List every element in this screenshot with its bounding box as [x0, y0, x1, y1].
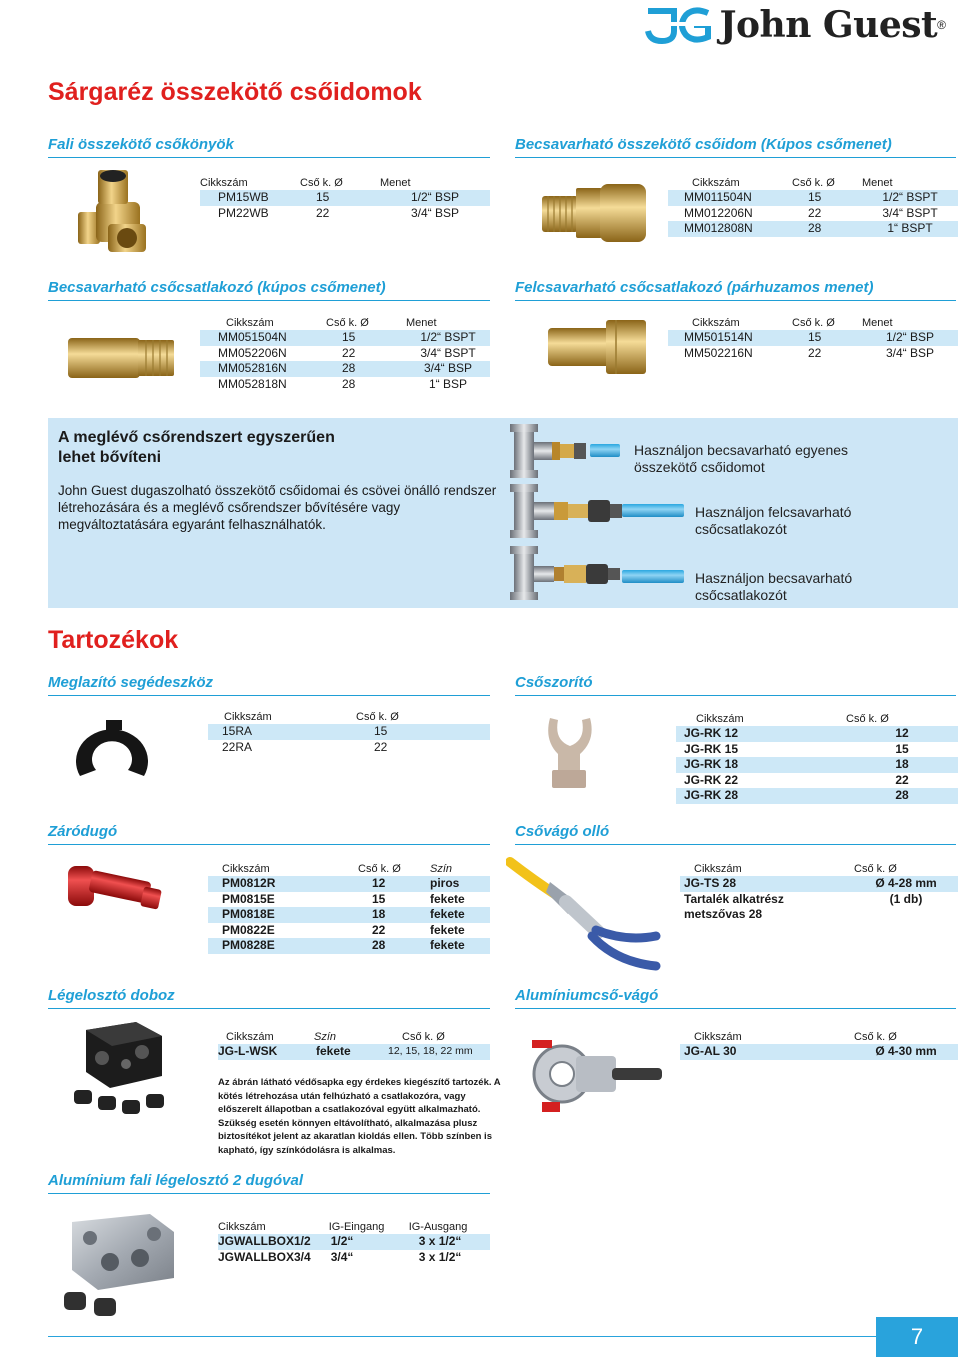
th-cikkszam: Cikkszám	[218, 1221, 266, 1233]
subhead-fali: Fali összekötő csőkönyök	[48, 136, 490, 158]
th-cso: Cső k. Ø	[326, 317, 369, 329]
table-alufali	[218, 1220, 490, 1265]
option-line: Használjon becsavarható egyenes	[634, 442, 849, 458]
option-line: Használjon becsavarható	[695, 570, 853, 586]
th-cso: Cső k. Ø	[854, 863, 897, 875]
pipe-graphic	[622, 504, 684, 517]
th-cso: Cső k. Ø	[792, 317, 835, 329]
footer-line	[48, 1336, 878, 1337]
straight-adapter-image	[540, 178, 650, 246]
subhead-aluvago: Alumíniumcső-vágó	[515, 987, 956, 1009]
pipe-graphic	[590, 444, 620, 457]
th-szin: Szín	[430, 863, 453, 875]
option-line: összekötő csőidomot	[634, 459, 765, 475]
table-row: metszővas 28	[684, 907, 763, 921]
th-cso: Cső k. Ø	[300, 177, 343, 189]
table-row: JG-RK 18 18	[676, 757, 958, 773]
subhead-becs-kup: Becsavarható összekötő csőidom (Kúpos csőmenet)	[515, 136, 956, 158]
th-menet: Menet	[380, 177, 411, 189]
th-cso: Cső k. Ø	[792, 177, 835, 189]
page-number: 7	[876, 1317, 958, 1357]
th-menet: Menet	[862, 317, 893, 329]
aluminium-pipe-cutter-image	[516, 1030, 676, 1126]
table-becs-csat	[200, 316, 490, 392]
aluminium-wall-manifold-image	[58, 1208, 186, 1320]
th-menet: Menet	[406, 317, 437, 329]
th-cikkszam: Cikkszám	[692, 177, 740, 189]
th-szin: Szín	[314, 1031, 337, 1043]
option-line: csőcsatlakozót	[695, 521, 787, 537]
section-title-tartozekok: Tartozékok	[48, 626, 179, 654]
info-text: John Guest dugaszolható összekötő csőidomai és csövei önálló rendszer létrehozására és a meglévő csőrendszer bővítésére vagy megváltoztatására egyaránt felhasználhatók.	[58, 483, 497, 532]
table-row: PM22WB 22 3/4“ BSP	[218, 205, 460, 220]
table-row: MM501514N 15 1/2“ BSP	[668, 330, 958, 346]
female-connector-image	[546, 318, 650, 376]
pipe-clip-image	[540, 710, 600, 790]
table-row: MM052206N 22 3/4“ BSPT	[218, 345, 476, 360]
info-title-line: lehet bővíteni	[58, 449, 162, 466]
info-title-line: A meglévő csőrendszert egyszerűen	[58, 429, 335, 446]
table-row: MM052818N 28 1“ BSP	[218, 376, 467, 391]
subhead-zarodugo: Záródugó	[48, 823, 490, 845]
th-cso: Cső k. Ø	[358, 863, 401, 875]
end-plug-image	[66, 860, 166, 924]
table-row: 15RA 15	[208, 724, 490, 740]
table-row: JG-L-WSK fekete 12, 15, 18, 22 mm	[218, 1044, 490, 1060]
protective-cap-note: Az ábrán látható védősapka egy érdekes kiegészítő tartozék. A kötés létrehozása után felhúzható a csatlakozóra, vagy előszerelt állapotban a csatlakozóval együtt alkalmazható. Szükség esetén könnyen eltávolítható, alkalmazása plusz biztosítékot jelent az akaratlan kioldás ellen. Több színben is kapható, így színkódolásra is alkalmas.	[218, 1077, 501, 1156]
th-cso: Cső k. Ø	[846, 713, 889, 725]
table-row: Tartalék alkatrész (1 db)	[684, 891, 923, 906]
option-3	[695, 570, 852, 604]
table-row: 22RA 22	[222, 739, 388, 754]
subhead-felcs: Felcsavarható csőcsatlakozó (párhuzamos menet)	[515, 279, 956, 301]
table-meglazito	[208, 710, 490, 755]
table-row: JG-TS 28 Ø 4-28 mm	[680, 876, 958, 892]
th-cikkszam: Cikkszám	[226, 317, 274, 329]
table-row: MM502216N 22 3/4“ BSP	[684, 345, 935, 360]
table-felcs	[668, 316, 958, 361]
table-row: PM0828E 28 fekete	[208, 938, 490, 954]
registered-mark: ®	[937, 18, 946, 32]
table-row: MM012808N 28 1“ BSPT	[668, 221, 958, 237]
table-row: PM0815E 15 fekete	[222, 891, 465, 906]
subhead-becs-csat: Becsavarható csőcsatlakozó (kúpos csőmenet)	[48, 279, 490, 301]
th-cikkszam: Cikkszám	[222, 863, 270, 875]
th-cikkszam: Cikkszám	[694, 863, 742, 875]
table-row: JG-AL 30 Ø 4-30 mm	[680, 1044, 958, 1060]
table-zarodugo	[208, 862, 490, 954]
table-row: JG-RK 12 12	[676, 726, 958, 742]
th-cso: Cső k. Ø	[402, 1031, 445, 1043]
th-ig-ausgang: IG-Ausgang	[408, 1221, 468, 1233]
release-tool-image	[72, 718, 156, 788]
jg-logo-icon	[644, 5, 712, 45]
option-line: Használjon felcsavarható	[695, 504, 852, 520]
th-cikkszam: Cikkszám	[694, 1031, 742, 1043]
air-manifold-image	[66, 1018, 178, 1122]
th-cso: Cső k. Ø	[854, 1031, 897, 1043]
table-row: JG-RK 28 28	[676, 788, 958, 804]
table-row: JG-RK 22 22	[684, 772, 909, 787]
th-cso: Cső k. Ø	[356, 711, 399, 723]
th-ig-eingang: IG-Eingang	[328, 1221, 385, 1233]
subhead-alufali: Alumínium fali légelosztó 2 dugóval	[48, 1172, 490, 1194]
subhead-csovago: Csővágó olló	[515, 823, 956, 845]
male-connector-image	[66, 330, 178, 386]
table-csoszorito	[676, 712, 958, 804]
table-row: PM15WB 15 1/2“ BSP	[200, 190, 490, 206]
brand-logo	[644, 4, 947, 46]
option-line: csőcsatlakozót	[695, 587, 787, 603]
subhead-meglazito: Meglazító segédeszköz	[48, 674, 490, 696]
table-row: MM012206N 22 3/4“ BSPT	[684, 205, 938, 220]
table-legeloszto	[218, 1030, 490, 1060]
pipe-graphic	[622, 570, 684, 583]
table-row: PM0818E 18 fekete	[208, 907, 490, 923]
table-row: PM0822E 22 fekete	[222, 922, 465, 937]
table-row: MM051504N 15 1/2“ BSPT	[200, 330, 490, 346]
table-csovago	[680, 862, 958, 923]
subhead-csoszorito: Csőszorító	[515, 674, 956, 696]
th-cikkszam: Cikkszám	[696, 713, 744, 725]
table-row: PM0812R 12 piros	[208, 876, 490, 892]
th-cikkszam: Cikkszám	[692, 317, 740, 329]
table-row: JG-RK 15 15	[684, 741, 909, 756]
subhead-legeloszto: Légelosztó doboz	[48, 987, 490, 1009]
table-row: JGWALLBOX3/4 3/4“ 3 x 1/2“	[218, 1249, 462, 1264]
info-title	[58, 428, 335, 468]
table-row: MM052816N 28 3/4“ BSP	[200, 361, 490, 377]
option-1	[634, 442, 848, 476]
table-row: JGWALLBOX1/2 1/2“ 3 x 1/2“	[218, 1234, 490, 1250]
pipe-shears-image	[506, 852, 674, 976]
th-cikkszam: Cikkszám	[200, 177, 248, 189]
table-fali	[200, 176, 490, 221]
th-cikkszam: Cikkszám	[226, 1031, 274, 1043]
table-aluvago	[680, 1030, 958, 1060]
th-cikkszam: Cikkszám	[224, 711, 272, 723]
table-row: MM011504N 15 1/2“ BSPT	[668, 190, 958, 206]
brand-name: John Guest	[719, 4, 938, 46]
wall-elbow-image	[68, 166, 160, 258]
option-2	[695, 504, 851, 538]
page-title: Sárgaréz összekötő csőidomok	[48, 78, 422, 106]
table-becs-kup	[668, 176, 958, 237]
th-menet: Menet	[862, 177, 893, 189]
